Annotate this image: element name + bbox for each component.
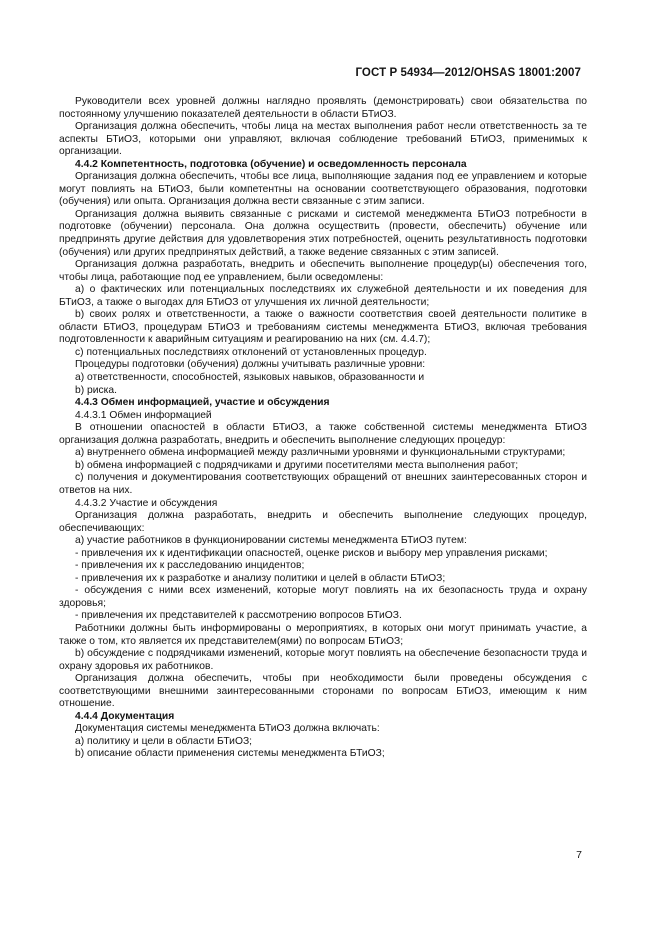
paragraph: c) потенциальных последствиях отклонений от установленных процедур. [75,346,427,358]
paragraph: Процедуры подготовки (обучения) должны учитывать различные уровни: [75,359,426,371]
paragraph: - привлечения их к расследованию инцидентов; [75,560,305,572]
paragraph: 4.4.3.2 Участие и обсуждения [75,497,218,509]
paragraph: c) получения и документирования соответствующих обращений от внешних заинтересованных сторон и ответов на них. [59,472,587,496]
paragraph: - обсуждения с ними всех изменений, которые могут повлиять на их безопасность труда и охрану здоровья; [59,585,587,609]
page-number: 7 [576,849,582,861]
document-body [59,96,587,761]
paragraph: - привлечения их представителей к рассмотрению вопросов БТиОЗ. [75,610,402,622]
paragraph: b) риска. [75,384,117,396]
paragraph: - привлечения их к разработке и анализу политики и целей в области БТиОЗ; [75,572,446,584]
paragraph: Организация должна обеспечить, чтобы при необходимости были проведены обсуждения с соответствующими внешними заинтересованными сторонами по вопросам БТиОЗ, имеющим к ним отношение. [59,673,587,710]
paragraph: а) политику и цели в области БТиОЗ; [75,735,253,747]
paragraph: a) ответственности, способностей, языковых навыков, образованности и [75,372,425,384]
paragraph: b) своих ролях и ответственности, а также о важности соответствия своей деятельности политике в области БТиОЗ, процедурам БТиОЗ и требованиям системы менеджмента БТиОЗ, включая требования подготовленности к аварийным ситуациям и реагированию на них (см. 4.4.7); [59,309,587,346]
paragraph: b) обсуждение с подрядчиками изменений, которые могут повлиять на обеспечение безопасности труда и охрану здоровья их работников. [59,648,587,672]
document-header: ГОСТ Р 54934—2012/OHSAS 18001:2007 [355,67,581,79]
paragraph: 4.4.3.1 Обмен информацией [75,409,212,421]
paragraph: - привлечения их к идентификации опасностей, оценке рисков и выбору мер управления рисками; [75,547,548,559]
paragraph: а) о фактических или потенциальных последствиях их служебной деятельности и их поведения для БТиОЗ, а также о выгодах для БТиОЗ от улучшения их личной деятельности; [59,284,587,308]
paragraph: а) внутреннего обмена информацией между различными уровнями и функциональными структурами; [75,447,566,459]
paragraph: Организация должна выявить связанные с рисками и системой менеджмента БТиОЗ потребности в подготовке (обучении) персонала. Она должна осуществить (провести, обеспечить) обучение или предпринять другие действия для удовлетворения этих потребностей, оценить результативность подготовки (обучения) или других предпринятых действий, а также ведение связанных с этим записей. [59,208,587,258]
paragraph: Руководители всех уровней должны наглядно проявлять (демонстрировать) свои обязательства по постоянному улучшению показателей деятельности в области БТиОЗ. [59,96,587,120]
paragraph: b) описание области применения системы менеджмента БТиОЗ; [75,748,385,760]
paragraph: Организация должна разработать, внедрить и обеспечить выполнение процедур(ы) обеспечения того, чтобы лица, работающие под ее управлением, были осведомлены: [59,259,587,283]
paragraph: b) обмена информацией с подрядчиками и другими посетителями места выполнения работ; [75,459,519,471]
paragraph: Документация системы менеджмента БТиОЗ должна включать: [75,723,380,735]
paragraph: Организация должна обеспечить, чтобы все лица, выполняющие задания под ее управлением и которые могут повлиять на БТиОЗ, были компетентны на основании соответствующего образования, подготовки (обучения) или опыта. Организация должна вести связанные с этим записи. [59,171,587,208]
section-heading: 4.4.3 Обмен информацией, участие и обсуждения [75,397,330,409]
paragraph: Работники должны быть информированы о мероприятиях, в которых они могут принимать участие, а также о том, кто является их представителем(ями) по вопросам БТиОЗ; [59,622,587,647]
paragraph: а) участие работников в функционировании системы менеджмента БТиОЗ путем: [75,535,467,547]
section-heading: 4.4.2 Компетентность, подготовка (обучение) и осведомленность персонала [75,158,467,170]
paragraph: Организация должна обеспечить, чтобы лица на местах выполнения работ несли ответственность за те аспекты БТиОЗ, которыми они управляют, включая соблюдение требований БТиОЗ, применимых к организации. [59,121,587,158]
section-heading: 4.4.4 Документация [75,710,175,722]
paragraph: В отношении опасностей в области БТиОЗ, а также собственной системы менеджмента БТиОЗ организация должна разработать, внедрить и обеспечить выполнение следующих процедур: [59,422,587,446]
paragraph: Организация должна разработать, внедрить и обеспечить выполнение следующих процедур, обеспечивающих: [59,510,587,534]
